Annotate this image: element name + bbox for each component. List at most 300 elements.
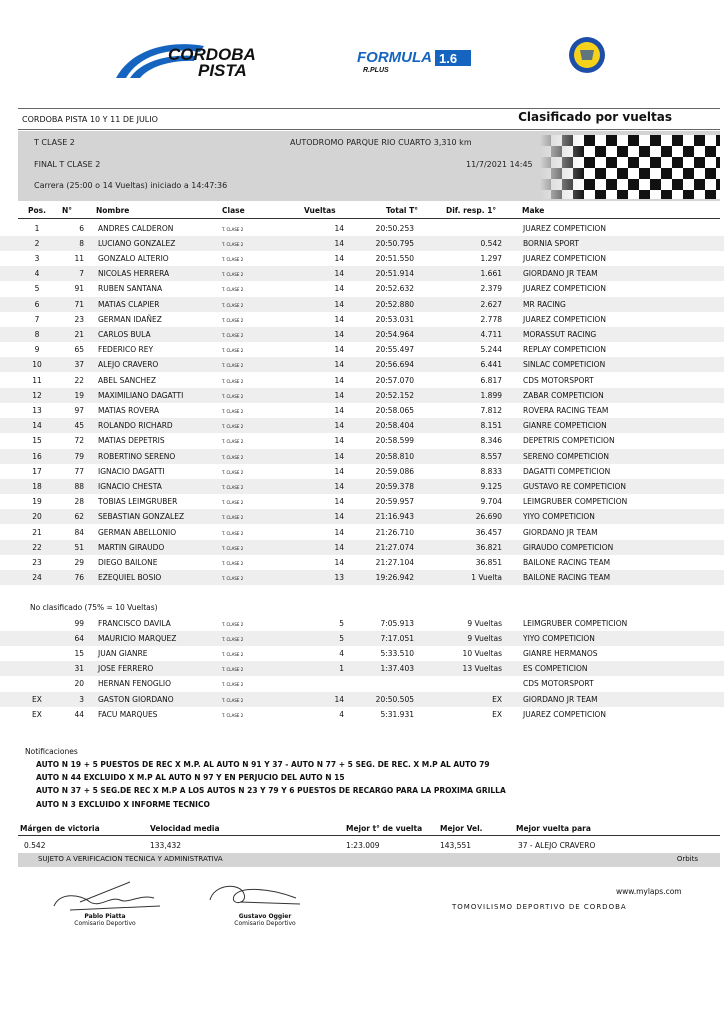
cell-name: ANDRES CALDERON [98, 223, 174, 233]
session-datetime: 11/7/2021 14:45 [466, 160, 533, 169]
cell-no: 84 [74, 527, 84, 537]
cell-pos: 15 [32, 436, 42, 446]
table-row [0, 707, 724, 722]
cell-pos: 2 [34, 238, 40, 248]
cell-laps: 14 [334, 512, 344, 522]
cell-diff: 1.661 [480, 269, 502, 279]
cell-name: EZEQUIEL BOSIO [98, 573, 162, 583]
formula-logo-text: FORMULA [357, 49, 432, 66]
cell-class: T. CLASE 2 [222, 712, 244, 718]
cell-class: T. CLASE 2 [222, 667, 244, 673]
cell-total: 20:58.404 [375, 421, 414, 431]
footer-bar [18, 853, 720, 867]
cell-pos: 1 [34, 223, 40, 233]
cell-diff: 5.244 [480, 345, 502, 355]
cell-laps: 14 [334, 223, 344, 233]
cell-make: GIORDANO JR TEAM [523, 527, 598, 537]
cell-laps: 4 [339, 709, 344, 719]
cell-name: CARLOS BULA [98, 329, 151, 339]
cell-make: BAILONE RACING TEAM [523, 557, 611, 567]
cell-make: GIRAUDO COMPETICION [523, 542, 614, 552]
cell-pos: 21 [32, 527, 42, 537]
cell-name: TOBIAS LEIMGRUBER [98, 497, 178, 507]
cell-no: 21 [74, 329, 84, 339]
cell-total: 7:17.051 [380, 633, 414, 643]
cell-no: 29 [74, 557, 84, 567]
cell-pos: 7 [34, 314, 40, 324]
cell-make: BORNIA SPORT [523, 238, 579, 248]
cell-class: T. CLASE 2 [222, 378, 244, 384]
cell-no: 8 [79, 238, 84, 248]
cell-diff: 36.821 [475, 542, 502, 552]
col-name: Nombre [96, 206, 130, 215]
speed-label: Velocidad media [150, 824, 220, 833]
logo-left-line2: PISTA [198, 61, 247, 80]
table-row [0, 449, 724, 464]
table-row [0, 692, 724, 707]
footer-brand: Orbits [676, 855, 698, 863]
cell-laps: 14 [334, 451, 344, 461]
cell-no: 88 [74, 481, 84, 491]
table-row [0, 403, 724, 418]
cell-class: T. CLASE 2 [222, 317, 244, 323]
cell-make: GIANRE HERMANOS [523, 648, 598, 658]
cell-total: 19:26.942 [375, 573, 414, 583]
cell-class: T. CLASE 2 [222, 439, 244, 445]
cell-make: GIORDANO JR TEAM [523, 694, 598, 704]
cell-diff: 10 Vueltas [462, 648, 502, 658]
cell-name: MATIAS ROVERA [98, 405, 159, 415]
cell-pos: 10 [32, 360, 42, 370]
cell-class: T. CLASE 2 [222, 576, 244, 582]
cell-name: JOSE FERRERO [98, 664, 154, 674]
cell-diff: 8.346 [480, 436, 502, 446]
cell-diff: 36.457 [475, 527, 502, 537]
cell-name: MATIAS CLAPIER [98, 299, 160, 309]
cell-laps: 5 [339, 618, 344, 628]
cell-total: 20:50.795 [375, 238, 414, 248]
logo-left-line1: CORDOBA [168, 45, 256, 64]
cell-no: 51 [74, 542, 84, 552]
cell-laps: 14 [334, 360, 344, 370]
federation-name: TOMOVILISMO DEPORTIVO DE CORDOBA [452, 903, 627, 911]
cell-laps: 14 [334, 557, 344, 567]
cell-pos: 12 [32, 390, 42, 400]
cell-class: T. CLASE 2 [222, 560, 244, 566]
cell-make: JUAREZ COMPETICION [523, 253, 606, 263]
cell-total: 5:31.931 [380, 709, 414, 719]
cell-laps: 14 [334, 253, 344, 263]
cell-class: T. CLASE 2 [222, 651, 244, 657]
signature-2-name: Gustavo Oggier [238, 913, 292, 920]
note-item: AUTO N 19 + 5 PUESTOS DE REC X M.P. AL AUTO N 91 Y 37 - AUTO N 77 + 5 SEG. DE REC. X M.P AL AUTO 79 [36, 760, 490, 769]
best-speed-label: Mejor Vel. [440, 824, 483, 833]
cell-no: 71 [74, 299, 84, 309]
cell-diff: 6.817 [480, 375, 502, 385]
table-row [0, 251, 724, 266]
cell-laps: 14 [334, 481, 344, 491]
cell-class: T. CLASE 2 [222, 545, 244, 551]
cell-total: 20:56.694 [375, 360, 414, 370]
cell-laps: 14 [334, 284, 344, 294]
cell-class: T. CLASE 2 [222, 256, 244, 262]
cell-diff: 0.542 [480, 238, 502, 248]
cell-name: GERMAN ABELLONIO [98, 527, 177, 537]
cell-diff: 13 Vueltas [462, 664, 502, 674]
checkered-flag-icon [540, 135, 720, 199]
cell-diff: 1.297 [480, 253, 502, 263]
cell-pos: 22 [32, 542, 42, 552]
cell-total: 20:52.152 [375, 390, 414, 400]
best-time-label: Mejor t° de vuelta [346, 824, 423, 833]
cell-make: GUSTAVO RE COMPETICION [523, 481, 626, 491]
cell-class: T. CLASE 2 [222, 272, 244, 278]
table-row [0, 464, 724, 479]
table-row [0, 616, 724, 631]
race-info: Carrera (25:00 o 14 Vueltas) iniciado a 14:47:36 [34, 181, 228, 190]
cell-name: HERNAN FENOGLIO [98, 679, 171, 689]
session-name: FINAL T CLASE 2 [34, 160, 101, 169]
cell-laps: 14 [334, 314, 344, 324]
notes-title: Notificaciones [25, 747, 78, 756]
cell-total: 21:27.104 [375, 557, 414, 567]
cell-make: DEPETRIS COMPETICION [523, 436, 615, 446]
note-item: AUTO N 3 EXCLUIDO X INFORME TECNICO [36, 800, 210, 809]
cell-total: 20:57.070 [375, 375, 414, 385]
cell-laps: 14 [334, 390, 344, 400]
cell-total: 21:16.943 [375, 512, 414, 522]
cell-diff: 8.151 [480, 421, 502, 431]
cell-make: MR RACING [523, 299, 566, 309]
cell-name: ROBERTINO SERENO [98, 451, 176, 461]
cell-class: T. CLASE 2 [222, 408, 244, 414]
cell-no: 44 [74, 709, 84, 719]
cell-make: ES COMPETICION [523, 664, 588, 674]
col-no: N° [62, 206, 73, 215]
cell-diff: 9 Vueltas [467, 618, 502, 628]
table-row [0, 646, 724, 661]
signature-1-name: Pablo Piatta [84, 913, 126, 920]
cell-no: 64 [74, 633, 84, 643]
cell-no: 20 [74, 679, 84, 689]
cell-name: FRANCISCO DAVILA [98, 618, 171, 628]
table-row [0, 525, 724, 540]
cell-diff: 4.711 [480, 329, 502, 339]
cell-pos: EX [32, 694, 42, 704]
cell-pos: 18 [32, 481, 42, 491]
cell-make: LEIMGRUBER COMPETICION [523, 618, 628, 628]
signature-1-image [50, 872, 170, 916]
cell-no: 15 [74, 648, 84, 658]
cell-laps: 1 [339, 664, 344, 674]
cell-laps: 14 [334, 269, 344, 279]
cell-total: 1:37.403 [380, 664, 414, 674]
cell-laps: 14 [334, 345, 344, 355]
cell-make: REPLAY COMPETICION [523, 345, 606, 355]
cell-laps: 14 [334, 405, 344, 415]
cell-name: MARTIN GIRAUDO [98, 542, 165, 552]
cell-diff: 6.441 [480, 360, 502, 370]
cell-make: JUAREZ COMPETICION [523, 314, 606, 324]
cell-total: 20:58.065 [375, 405, 414, 415]
cell-no: 31 [74, 664, 84, 674]
cell-make: SERENO COMPETICION [523, 451, 609, 461]
cell-laps: 5 [339, 633, 344, 643]
col-pos: Pos. [28, 206, 46, 215]
cell-laps: 14 [334, 497, 344, 507]
margin-value: 0.542 [24, 841, 46, 850]
cell-diff: EX [492, 694, 502, 704]
cell-name: FEDERICO REY [98, 345, 154, 355]
table-row [0, 357, 724, 372]
cell-make: CDS MOTORSPORT [523, 679, 594, 689]
cell-make: GIORDANO JR TEAM [523, 269, 598, 279]
col-make: Make [522, 206, 545, 215]
cell-total: 20:53.031 [375, 314, 414, 324]
table-row [0, 388, 724, 403]
cell-pos: 16 [32, 451, 42, 461]
cell-name: JUAN GIANRE [98, 648, 148, 658]
cell-laps: 14 [334, 436, 344, 446]
cell-make: GIANRE COMPETICION [523, 421, 607, 431]
cell-no: 3 [79, 694, 84, 704]
cell-make: CDS MOTORSPORT [523, 375, 594, 385]
cell-total: 20:52.632 [375, 284, 414, 294]
cell-laps: 14 [334, 421, 344, 431]
cell-diff: 8.833 [480, 466, 502, 476]
cell-total: 21:27.074 [375, 542, 414, 552]
cell-name: MAXIMILIANO DAGATTI [98, 390, 184, 400]
cell-class: T. CLASE 2 [222, 621, 244, 627]
cell-make: JUAREZ COMPETICION [523, 709, 606, 719]
note-item: AUTO N 44 EXCLUIDO X M.P AL AUTO N 97 Y EN PERJUCIO DEL AUTO N 15 [36, 773, 345, 782]
cell-pos: 24 [32, 573, 42, 583]
cell-class: T. CLASE 2 [222, 636, 244, 642]
cell-make: YIYO COMPETICION [523, 633, 595, 643]
cell-no: 23 [74, 314, 84, 324]
table-row [0, 433, 724, 448]
not-classified-label: No clasificado (75% = 10 Vueltas) [30, 603, 158, 612]
cell-class: T. CLASE 2 [222, 348, 244, 354]
table-row [0, 342, 724, 357]
cell-name: ABEL SANCHEZ [98, 375, 156, 385]
cell-name: ALEJO CRAVERO [98, 360, 159, 370]
cell-no: 99 [74, 618, 84, 628]
cell-total: 20:51.914 [375, 269, 414, 279]
cell-name: RUBEN SANTANA [98, 284, 163, 294]
cell-diff: EX [492, 709, 502, 719]
table-row [0, 540, 724, 555]
cell-no: 37 [74, 360, 84, 370]
cell-make: SINLAC COMPETICION [523, 360, 606, 370]
speed-value: 133,432 [150, 841, 182, 850]
website-link[interactable]: www.mylaps.com [616, 887, 682, 896]
cell-diff: 9.704 [480, 497, 502, 507]
cell-laps: 4 [339, 648, 344, 658]
cell-pos: 20 [32, 512, 42, 522]
cell-total: 20:58.599 [375, 436, 414, 446]
table-row [0, 266, 724, 281]
report-title: Clasificado por vueltas [518, 110, 672, 124]
table-row [0, 281, 724, 296]
cell-laps: 14 [334, 238, 344, 248]
table-row [0, 236, 724, 251]
formula-logo [355, 46, 475, 76]
cell-name: GERMAN IDAÑEZ [98, 314, 162, 324]
cell-make: ZABAR COMPETICION [523, 390, 604, 400]
cell-pos: 14 [32, 421, 42, 431]
table-row [0, 479, 724, 494]
cell-no: 76 [74, 573, 84, 583]
cell-total: 21:26.710 [375, 527, 414, 537]
cell-total: 5:33.510 [380, 648, 414, 658]
table-row [0, 312, 724, 327]
cell-pos: 23 [32, 557, 42, 567]
cell-class: T. CLASE 2 [222, 287, 244, 293]
cell-make: YIYO COMPETICION [523, 512, 595, 522]
cell-class: T. CLASE 2 [222, 515, 244, 521]
cell-total: 20:52.880 [375, 299, 414, 309]
cell-total: 20:50.253 [375, 223, 414, 233]
cell-diff: 36.851 [475, 557, 502, 567]
cell-name: MAURICIO MARQUEZ [98, 633, 177, 643]
cell-total: 20:54.964 [375, 329, 414, 339]
cell-pos: 9 [34, 345, 40, 355]
cell-class: T. CLASE 2 [222, 469, 244, 475]
signature-2-image [210, 886, 300, 904]
cell-name: SEBASTIAN GONZALEZ [98, 512, 185, 522]
formula-badge: 1.6 [439, 51, 458, 66]
col-class: Clase [222, 206, 245, 215]
signature-1-role: Comisario Deportivo [74, 920, 136, 927]
cell-no: 79 [74, 451, 84, 461]
note-item: AUTO N 37 + 5 SEG.DE REC X M.P A LOS AUTOS N 23 Y 79 Y 6 PUESTOS DE RECARGO PARA LA PROXIMA GRILLA [36, 786, 506, 795]
cell-class: T. CLASE 2 [222, 454, 244, 460]
cell-diff: 1.899 [480, 390, 502, 400]
event-title: CORDOBA PISTA 10 Y 11 DE JULIO [22, 115, 158, 124]
cell-no: 97 [74, 405, 84, 415]
cell-no: 6 [79, 223, 84, 233]
margin-label: Márgen de victoria [20, 824, 100, 833]
cell-laps: 14 [334, 694, 344, 704]
cell-pos: 13 [32, 405, 42, 415]
footer-disclaimer: SUJETO A VERIFICACION TECNICA Y ADMINISTRATIVA [38, 855, 223, 863]
col-diff: Dif. resp. 1° [446, 206, 497, 215]
circuit-name: AUTODROMO PARQUE RIO CUARTO 3,310 km [290, 138, 472, 147]
cell-class: T. CLASE 2 [222, 241, 244, 247]
table-row [0, 509, 724, 524]
cell-total: 20:59.086 [375, 466, 414, 476]
best-speed-value: 143,551 [440, 841, 472, 850]
cell-pos: 11 [32, 375, 42, 385]
table-row [0, 631, 724, 646]
cell-diff: 9.125 [480, 481, 502, 491]
cell-no: 77 [74, 466, 84, 476]
cell-laps: 14 [334, 542, 344, 552]
cell-pos: 17 [32, 466, 42, 476]
cell-laps: 14 [334, 329, 344, 339]
cell-total: 20:59.957 [375, 497, 414, 507]
table-row [0, 327, 724, 342]
cell-diff: 26.690 [475, 512, 502, 522]
cell-class: T. CLASE 2 [222, 393, 244, 399]
cell-laps: 14 [334, 527, 344, 537]
table-row [0, 661, 724, 676]
cell-pos: 6 [34, 299, 40, 309]
cell-diff: 2.778 [480, 314, 502, 324]
cell-total: 20:50.505 [375, 694, 414, 704]
cell-no: 22 [74, 375, 84, 385]
cell-laps: 14 [334, 375, 344, 385]
cell-name: GASTON GIORDANO [98, 694, 174, 704]
cell-make: JUAREZ COMPETICION [523, 284, 606, 294]
cell-make: JUAREZ COMPETICION [523, 223, 606, 233]
cell-class: T. CLASE 2 [222, 530, 244, 536]
cell-total: 20:59.378 [375, 481, 414, 491]
cell-no: 65 [74, 345, 84, 355]
col-laps: Vueltas [304, 206, 336, 215]
cell-diff: 8.557 [480, 451, 502, 461]
cell-no: 72 [74, 436, 84, 446]
cell-no: 45 [74, 421, 84, 431]
cell-no: 62 [74, 512, 84, 522]
cell-name: NICOLAS HERRERA [98, 269, 170, 279]
cell-total: 20:55.497 [375, 345, 414, 355]
table-row [0, 676, 724, 691]
cell-no: 28 [74, 497, 84, 507]
cell-no: 11 [74, 253, 84, 263]
formula-sub: R.PLUS [363, 67, 389, 74]
cell-total: 7:05.913 [380, 618, 414, 628]
cell-total: 20:58.810 [375, 451, 414, 461]
table-row [0, 418, 724, 433]
cell-name: IGNACIO DAGATTI [98, 466, 165, 476]
table-row [0, 221, 724, 236]
cell-laps: 14 [334, 299, 344, 309]
cell-pos: 4 [34, 269, 40, 279]
cell-no: 91 [74, 284, 84, 294]
cell-name: ROLANDO RICHARD [98, 421, 173, 431]
cell-class: T. CLASE 2 [222, 500, 244, 506]
cell-name: IGNACIO CHESTA [98, 481, 162, 491]
cell-class: T. CLASE 2 [222, 226, 244, 232]
cell-name: GONZALO ALTERIO [98, 253, 169, 263]
cell-class: T. CLASE 2 [222, 697, 244, 703]
cell-class: T. CLASE 2 [222, 682, 244, 688]
table-row [0, 494, 724, 509]
best-lap-label: Mejor vuelta para [516, 824, 591, 833]
table-row [0, 373, 724, 388]
cell-no: 19 [74, 390, 84, 400]
table-row [0, 555, 724, 570]
cell-name: DIEGO BAILONE [98, 557, 158, 567]
cell-total: 20:51.550 [375, 253, 414, 263]
federation-seal-icon [568, 36, 606, 74]
cell-class: T. CLASE 2 [222, 363, 244, 369]
cell-make: BAILONE RACING TEAM [523, 573, 611, 583]
cordoba-pista-logo [112, 38, 262, 84]
cell-class: T. CLASE 2 [222, 424, 244, 430]
best-time-value: 1:23.009 [346, 841, 380, 850]
class-name: T CLASE 2 [34, 138, 75, 147]
cell-pos: 19 [32, 497, 42, 507]
best-lap-value: 37 - ALEJO CRAVERO [518, 841, 596, 850]
cell-class: T. CLASE 2 [222, 484, 244, 490]
col-total: Total T° [386, 206, 418, 215]
cell-pos: 5 [34, 284, 40, 294]
cell-make: LEIMGRUBER COMPETICION [523, 497, 628, 507]
table-row [0, 570, 724, 585]
